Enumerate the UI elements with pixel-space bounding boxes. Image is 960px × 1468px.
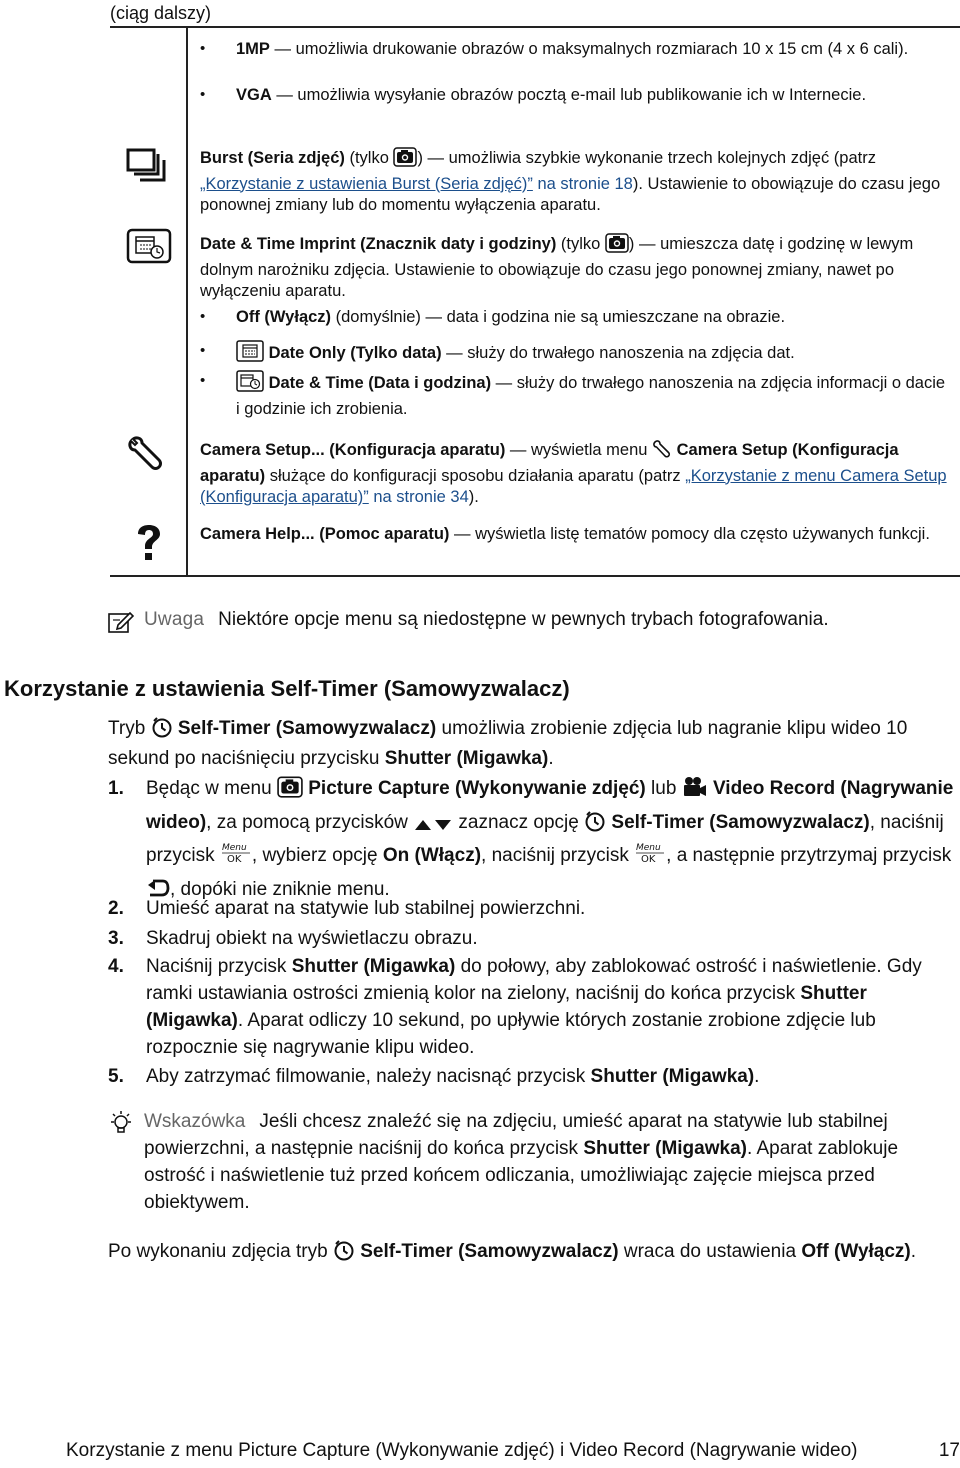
footer-text: Korzystanie z menu Picture Capture (Wykonywanie zdjęć) i Video Record (Nagrywanie wideo)	[66, 1440, 858, 1461]
camera-setup-description: Camera Setup... (Konfiguracja aparatu) — wyświetla menu Camera Setup (Konfiguracja aparatu) służące do konfiguracji sposobu działania aparatu (patrz „Korzystanie z menu Camera Setup (Konfiguracja aparatu)” na stronie 34).	[200, 441, 947, 506]
menu-ok-icon	[634, 841, 666, 875]
wrench-icon	[126, 434, 166, 479]
timer-icon	[333, 1239, 355, 1269]
timer-icon	[151, 716, 173, 746]
lightbulb-icon	[108, 1110, 134, 1146]
note-text: Niektóre opcje menu są niedostępne w pewnych trybach fotografowania.	[218, 609, 829, 630]
up-down-arrows-icon	[413, 812, 453, 842]
list-item-date-time: • Date & Time (Data i godzina) — służy do trwałego nanoszenia na zdjęcia informacji o dacie i godzinie ich zrobienia.	[236, 370, 952, 420]
camera-help-description: Camera Help... (Pomoc aparatu) — wyświetla listę tematów pomocy dla często używanych funkcji.	[200, 525, 930, 543]
video-icon	[682, 776, 708, 808]
help-icon	[134, 524, 164, 567]
list-item-vga: • VGA — umożliwia wysyłanie obrazów pocztą e-mail lub publikowanie ich w Internecie.	[236, 84, 952, 106]
camera-icon	[393, 147, 417, 174]
date-time-icon	[126, 228, 172, 269]
burst-description: Burst (Seria zdjęć) (tylko ) — umożliwia szybkie wykonanie trzech kolejnych zdjęć (patrz „Korzystanie z ustawienia Burst (Seria zdjęć)” na stronie 18). Ustawienie to obowiązuje do czasu jego ponownej zmiany lub do momentu wyłączenia aparatu.	[200, 149, 941, 214]
page-number: 17	[938, 1440, 960, 1461]
intro-paragraph: Tryb Self-Timer (Samowyzwalacz) umożliwia zrobienie zdjęcia lub nagranie klipu wideo 10 sekund po naciśnięciu przycisku Shutter (Migawka).	[108, 718, 908, 769]
calendar-icon	[236, 340, 264, 368]
date-time-description: Date & Time Imprint (Znacznik daty i godziny) (tylko ) — umieszcza datę i godzinę w lewym dolnym narożniku zdjęcia. Ustawienie to obowiązuje do czasu jego ponownej zmiany, nawet po wyłączeniu aparatu.	[200, 235, 914, 300]
menu-ok-icon	[220, 841, 252, 875]
burst-link[interactable]: „Korzystanie z ustawienia Burst (Seria zdjęć)”	[200, 174, 533, 193]
svg-text:Menu: Menu	[636, 843, 661, 853]
note-icon	[108, 610, 134, 641]
burst-icon	[126, 148, 170, 189]
svg-text:Menu: Menu	[221, 843, 247, 853]
svg-text:OK: OK	[226, 854, 242, 865]
page-footer	[66, 1440, 960, 1462]
closing-paragraph: Po wykonaniu zdjęcia tryb Self-Timer (Samowyzwalacz) wraca do ustawienia Off (Wyłącz).	[108, 1238, 954, 1269]
timer-icon	[584, 810, 606, 842]
camera-icon	[277, 776, 303, 808]
section-heading: Korzystanie z ustawienia Self-Timer (Samowyzwalacz)	[4, 676, 570, 701]
tip-label: Wskazówka	[144, 1111, 246, 1132]
camera-icon	[605, 233, 629, 260]
wrench-icon	[652, 439, 672, 466]
list-item-off: • Off (Wyłącz) (domyślnie) — data i godzina nie są umieszczane na obrazie.	[236, 306, 952, 328]
camera-setup-link[interactable]: „Korzystanie z menu Camera Setup (Konfiguracja aparatu)”	[200, 466, 947, 506]
continued-label: (ciąg dalszy)	[110, 3, 212, 23]
date-time-icon	[236, 370, 264, 398]
list-item-date-only: • Date Only (Tylko data) — służy do trwałego nanoszenia na zdjęcia dat.	[236, 340, 952, 368]
note-label: Uwaga	[144, 609, 205, 630]
svg-text:OK: OK	[641, 854, 656, 865]
note-box	[108, 608, 960, 632]
table-divider	[186, 28, 188, 575]
list-item-1mp: • 1MP — umożliwia drukowanie obrazów o maksymalnych rozmiarach 10 x 15 cm (4 x 6 cali).	[236, 38, 952, 60]
